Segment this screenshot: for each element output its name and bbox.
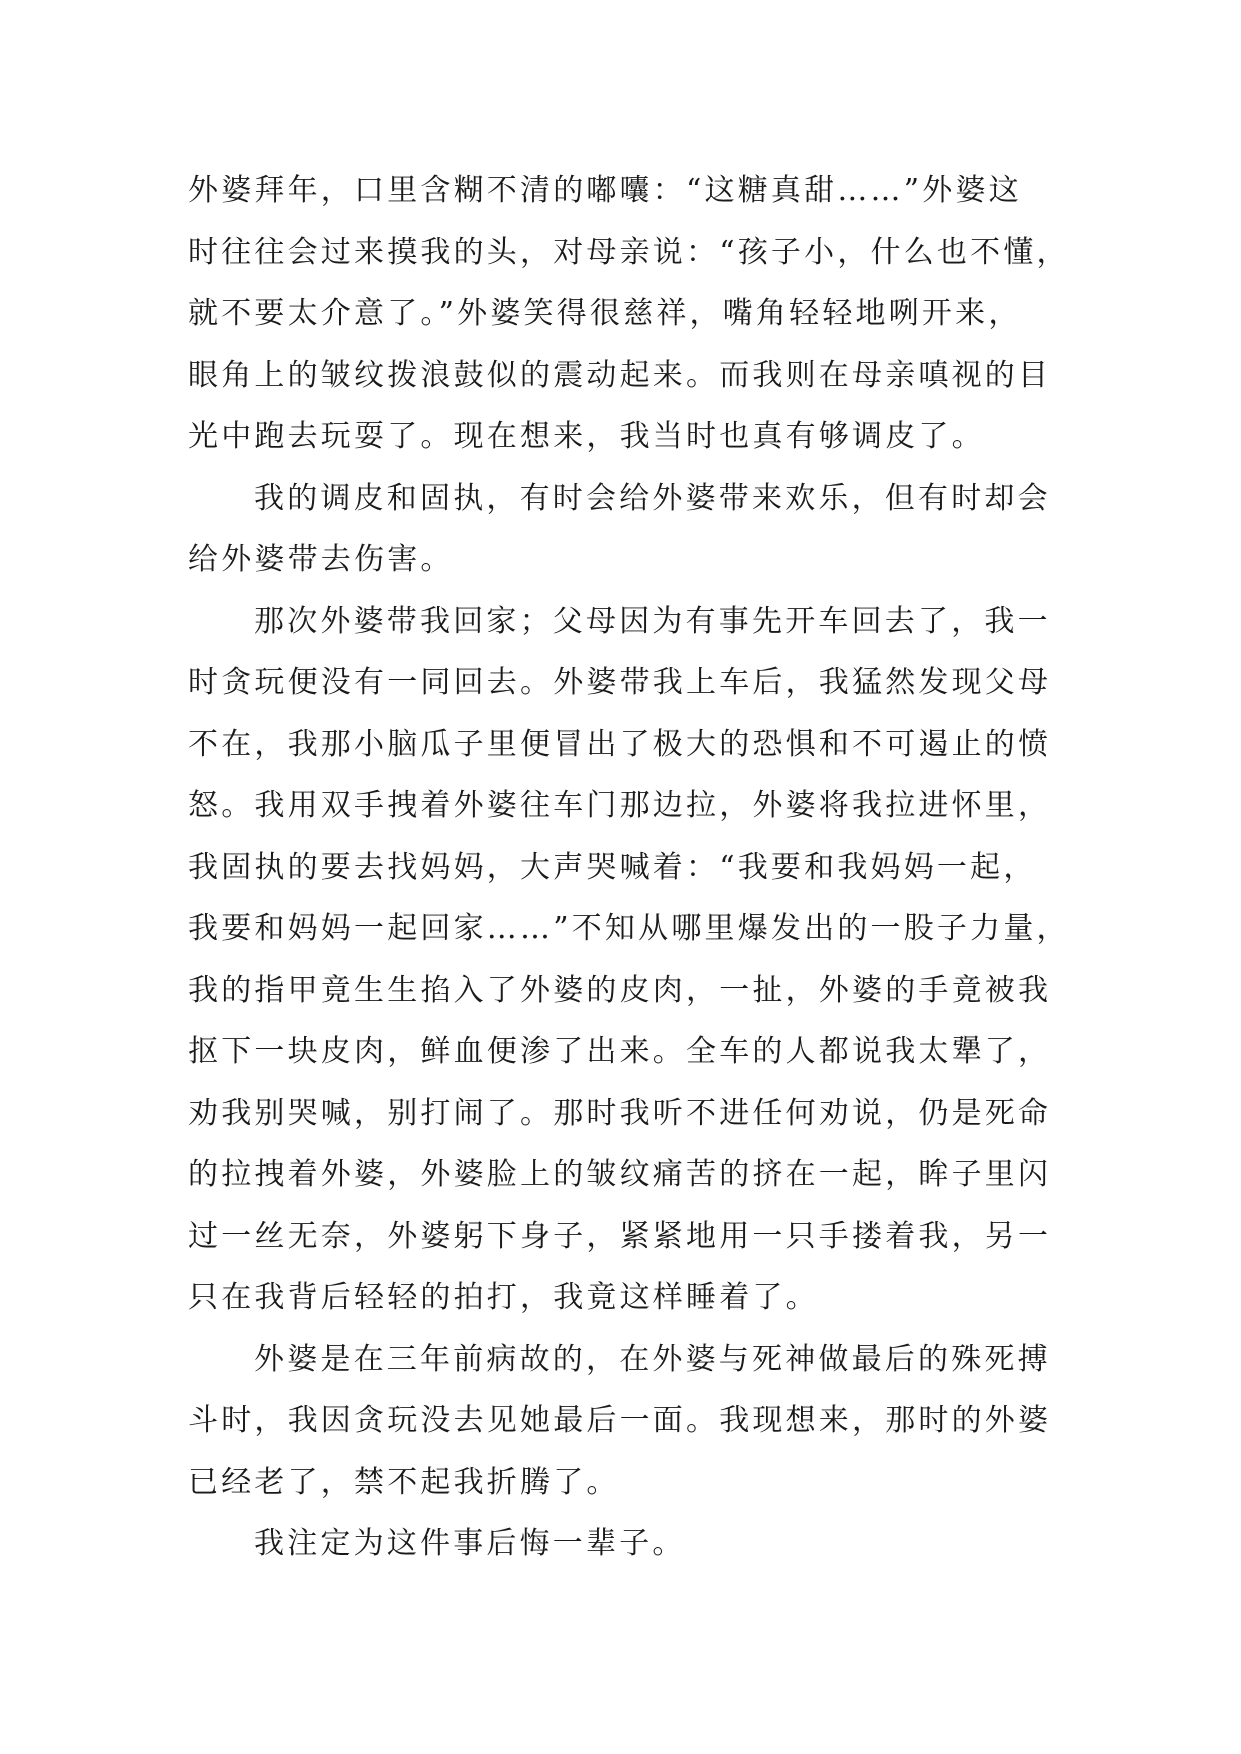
text-line: 外婆拜年，口里含糊不清的嘟囔：“这糖真甜……”外婆这 <box>188 173 1022 208</box>
text-line: 我要和妈妈一起回家……”不知从哪里爆发出的一股子力量， <box>188 911 1070 946</box>
paragraph-first-line: 外婆是在三年前病故的，在外婆与死神做最后的殊死搏 <box>254 1341 1051 1377</box>
text-line: 眼角上的皱纹拨浪鼓似的震动起来。而我则在母亲嗔视的目 <box>188 357 1052 393</box>
text-line: 给外婆带去伤害。 <box>188 542 454 577</box>
text-line: 不在，我那小脑瓜子里便冒出了极大的恐惧和不可遏止的愤 <box>188 726 1052 762</box>
text-line: 已经老了，禁不起我折腾了。 <box>188 1464 620 1500</box>
text-line: 的拉拽着外婆，外婆脸上的皱纹痛苦的挤在一起，眸子里闪 <box>188 1157 1052 1192</box>
paragraph-first-line: 那次外婆带我回家；父母因为有事先开车回去了，我一 <box>254 603 1051 639</box>
body-text <box>188 160 1068 1575</box>
text-line: 只在我背后轻轻的拍打，我竟这样睡着了。 <box>188 1280 819 1315</box>
paragraph-first-line: 我的调皮和固执，有时会给外婆带来欢乐，但有时却会 <box>254 480 1051 516</box>
text-line: 我固执的要去找妈妈，大声哭喊着：“我要和我妈妈一起， <box>188 849 1037 885</box>
text-line: 我的指甲竟生生掐入了外婆的皮肉，一扯，外婆的手竟被我 <box>188 972 1052 1008</box>
text-line: 就不要太介意了。”外婆笑得很慈祥，嘴角轻轻地咧开来， <box>188 296 1022 331</box>
paragraph-first-line: 我注定为这件事后悔一辈子。 <box>254 1526 686 1561</box>
text-line: 时往往会过来摸我的头，对母亲说：“孩子小，什么也不懂， <box>188 234 1070 270</box>
text-line: 过一丝无奈，外婆躬下身子，紧紧地用一只手搂着我，另一 <box>188 1218 1052 1254</box>
text-line: 劝我别哭喊，别打闹了。那时我听不进任何劝说，仍是死命 <box>188 1095 1052 1131</box>
text-line: 怒。我用双手拽着外婆往车门那边拉，外婆将我拉进怀里， <box>188 788 1052 823</box>
text-line: 时贪玩便没有一同回去。外婆带我上车后，我猛然发现父母 <box>188 665 1052 700</box>
text-line: 光中跑去玩耍了。现在想来，我当时也真有够调皮了。 <box>188 419 985 454</box>
text-line: 抠下一块皮肉，鲜血便渗了出来。全车的人都说我太犟了， <box>188 1034 1052 1069</box>
text-line: 斗时，我因贪玩没去见她最后一面。我现想来，那时的外婆 <box>188 1403 1052 1438</box>
